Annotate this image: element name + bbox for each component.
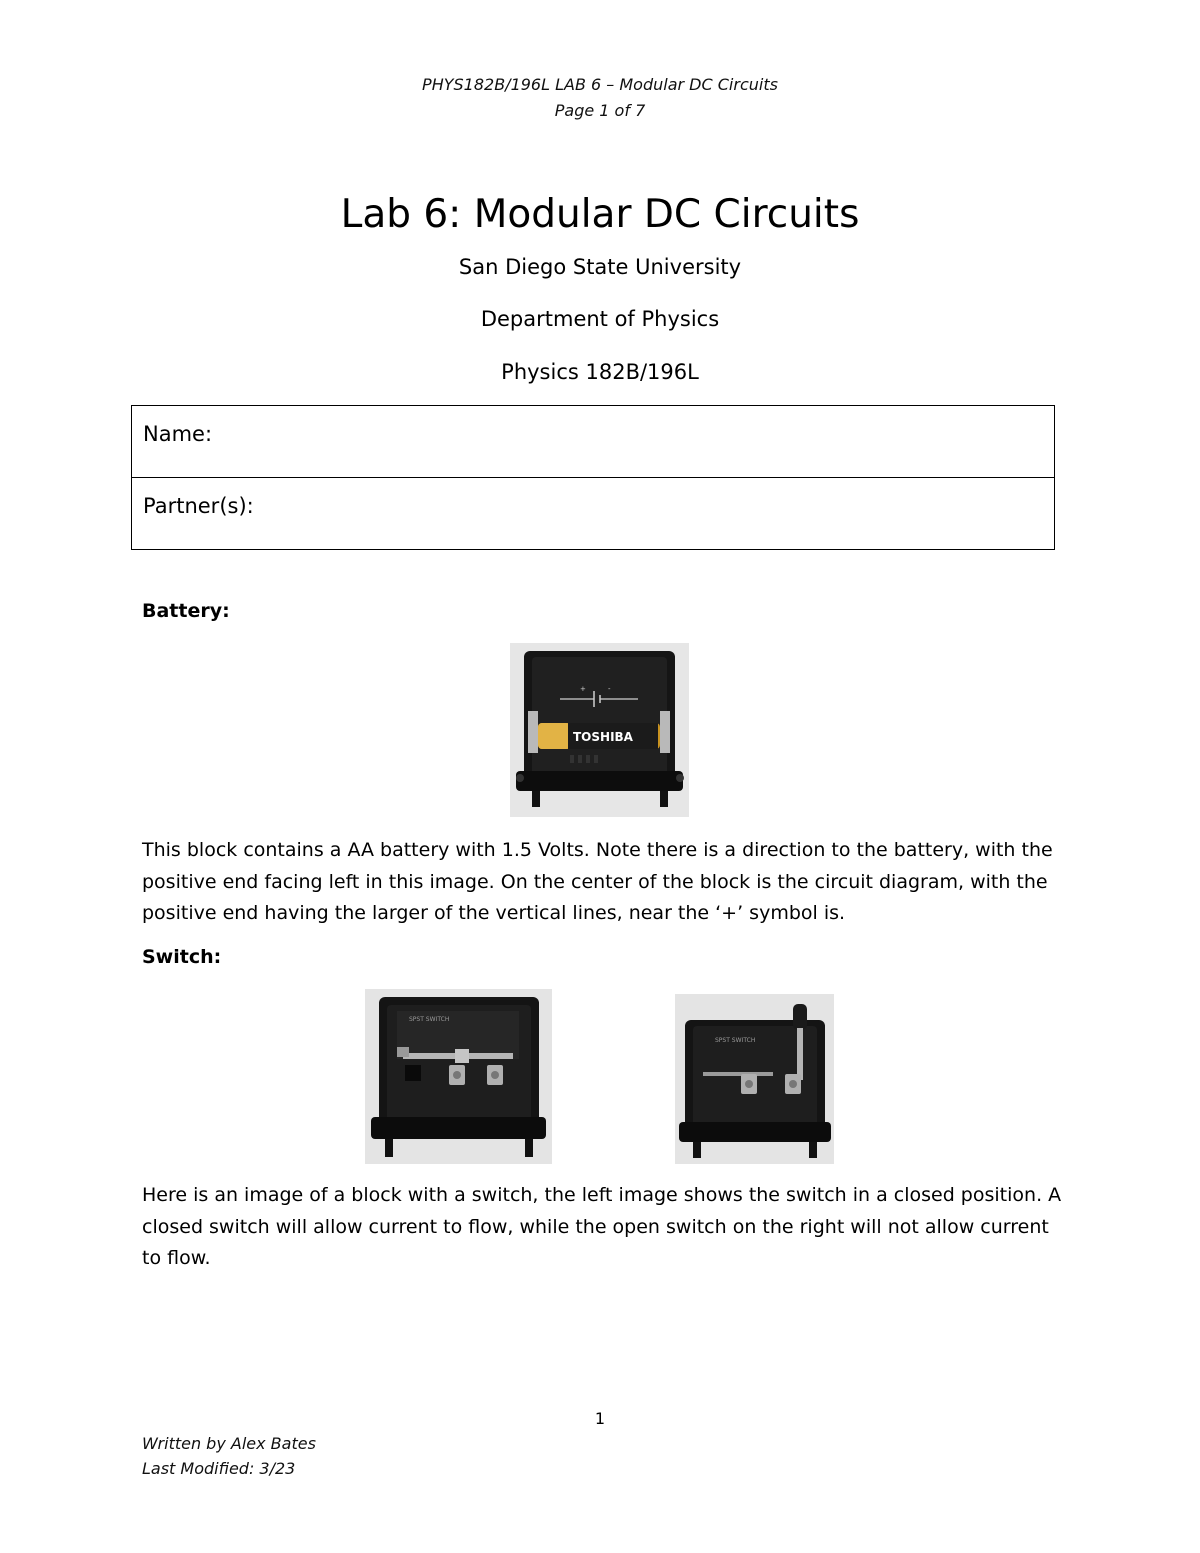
university-name: San Diego State University: [458, 255, 742, 279]
student-info-table: [131, 405, 1055, 550]
running-header-title: PHYS182B/196L LAB 6 – Modular DC Circuits: [422, 75, 778, 94]
footer-modified: Last Modified: 3/23: [142, 1459, 296, 1478]
closed-switch-label: SPST SWITCH: [409, 1016, 450, 1023]
svg-text:-: -: [608, 685, 611, 693]
closed-switch-photo: [365, 989, 552, 1164]
running-header-page: Page 1 of 7: [554, 101, 646, 120]
name-row[interactable]: [132, 406, 1054, 477]
page-number: 1: [594, 1409, 606, 1428]
name-label: Name:: [143, 422, 213, 446]
department-name: Department of Physics: [480, 307, 720, 331]
course-name: Physics 182B/196L: [501, 360, 699, 384]
svg-text:+: +: [580, 685, 586, 693]
partner-label: Partner(s):: [143, 494, 254, 518]
battery-block-photo: [510, 643, 689, 817]
document-title: Lab 6: Modular DC Circuits: [340, 192, 860, 237]
battery-brand-label: TOSHIBA: [573, 730, 633, 744]
battery-description: This block contains a AA battery with 1.5 Volts. Note there is a direction to the battery, with the positive end facing left in this image. On the center of the block is the circuit diagram, with the positive end having the larger of the vertical lines, near the ‘+’ symbol is.: [142, 839, 1053, 924]
partner-row[interactable]: [132, 477, 1054, 549]
switch-description: Here is an image of a block with a switch, the left image shows the switch in a closed position. A closed switch will allow current to flow, while the open switch on the right will not allow current to flow.: [142, 1184, 1062, 1269]
battery-heading: Battery:: [142, 600, 230, 622]
open-switch-label: SPST SWITCH: [715, 1037, 756, 1044]
footer-author: Written by Alex Bates: [142, 1434, 316, 1453]
switch-heading: Switch:: [142, 946, 222, 968]
open-switch-photo: [675, 994, 834, 1164]
